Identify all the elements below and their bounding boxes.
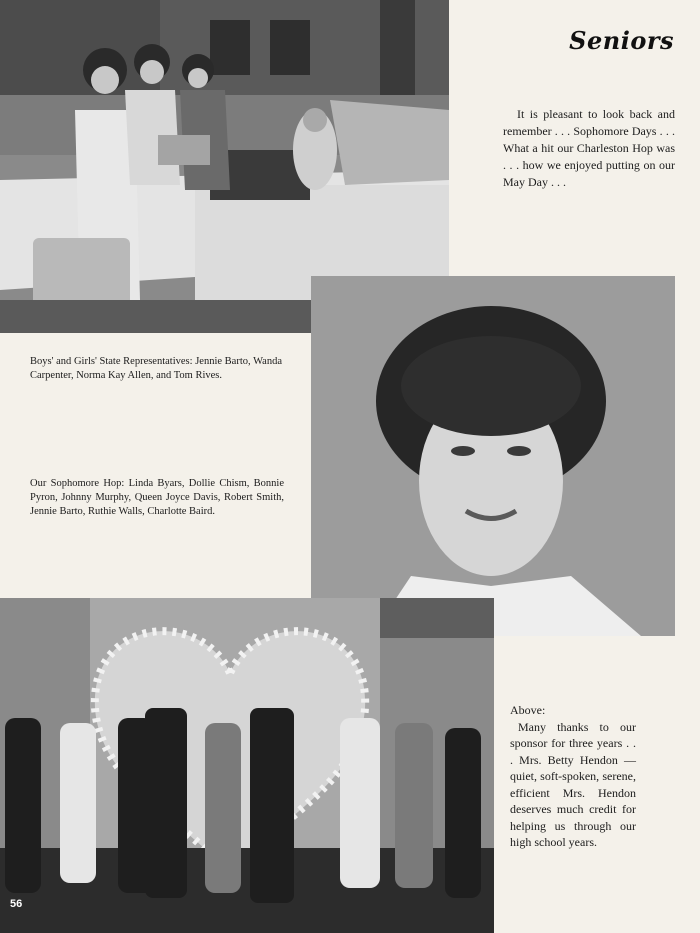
sophomore-hop-caption: Our Sophomore Hop: Linda Byars, Dollie Chism, Bonnie Pyron, Johnny Murphy, Queen Joyce Davis, Robert Smith, Jennie Barto, Ruthie Walls, Charlotte Baird. <box>30 477 284 517</box>
sponsor-portrait-image <box>311 276 675 636</box>
sponsor-portrait-photo <box>311 276 675 636</box>
sponsor-label: Above: <box>510 703 546 717</box>
page-number: 56 <box>10 898 23 910</box>
sponsor-tribute <box>510 702 636 851</box>
intro-text: It is pleasant to look back and remember . . . Sophomore Days . . . What a hit our Charleston Hop was . . . how we enjoyed putting on our May Day . . . <box>503 107 675 189</box>
page-heading: Seniors <box>569 26 674 55</box>
sponsor-text: Many thanks to our sponsor for three years . . . Mrs. Betty Hendon —quiet, soft-spoken, serene, efficient Mrs. Hendon deserves much credit for helping us through our high school years. <box>510 719 636 849</box>
state-reps-caption: Boys' and Girls' State Representatives: Jennie Barto, Wanda Carpenter, Norma Kay Allen, and Tom Rives. <box>30 355 282 381</box>
sophomore-hop-image <box>0 598 494 933</box>
sophomore-hop-photo <box>0 598 494 933</box>
